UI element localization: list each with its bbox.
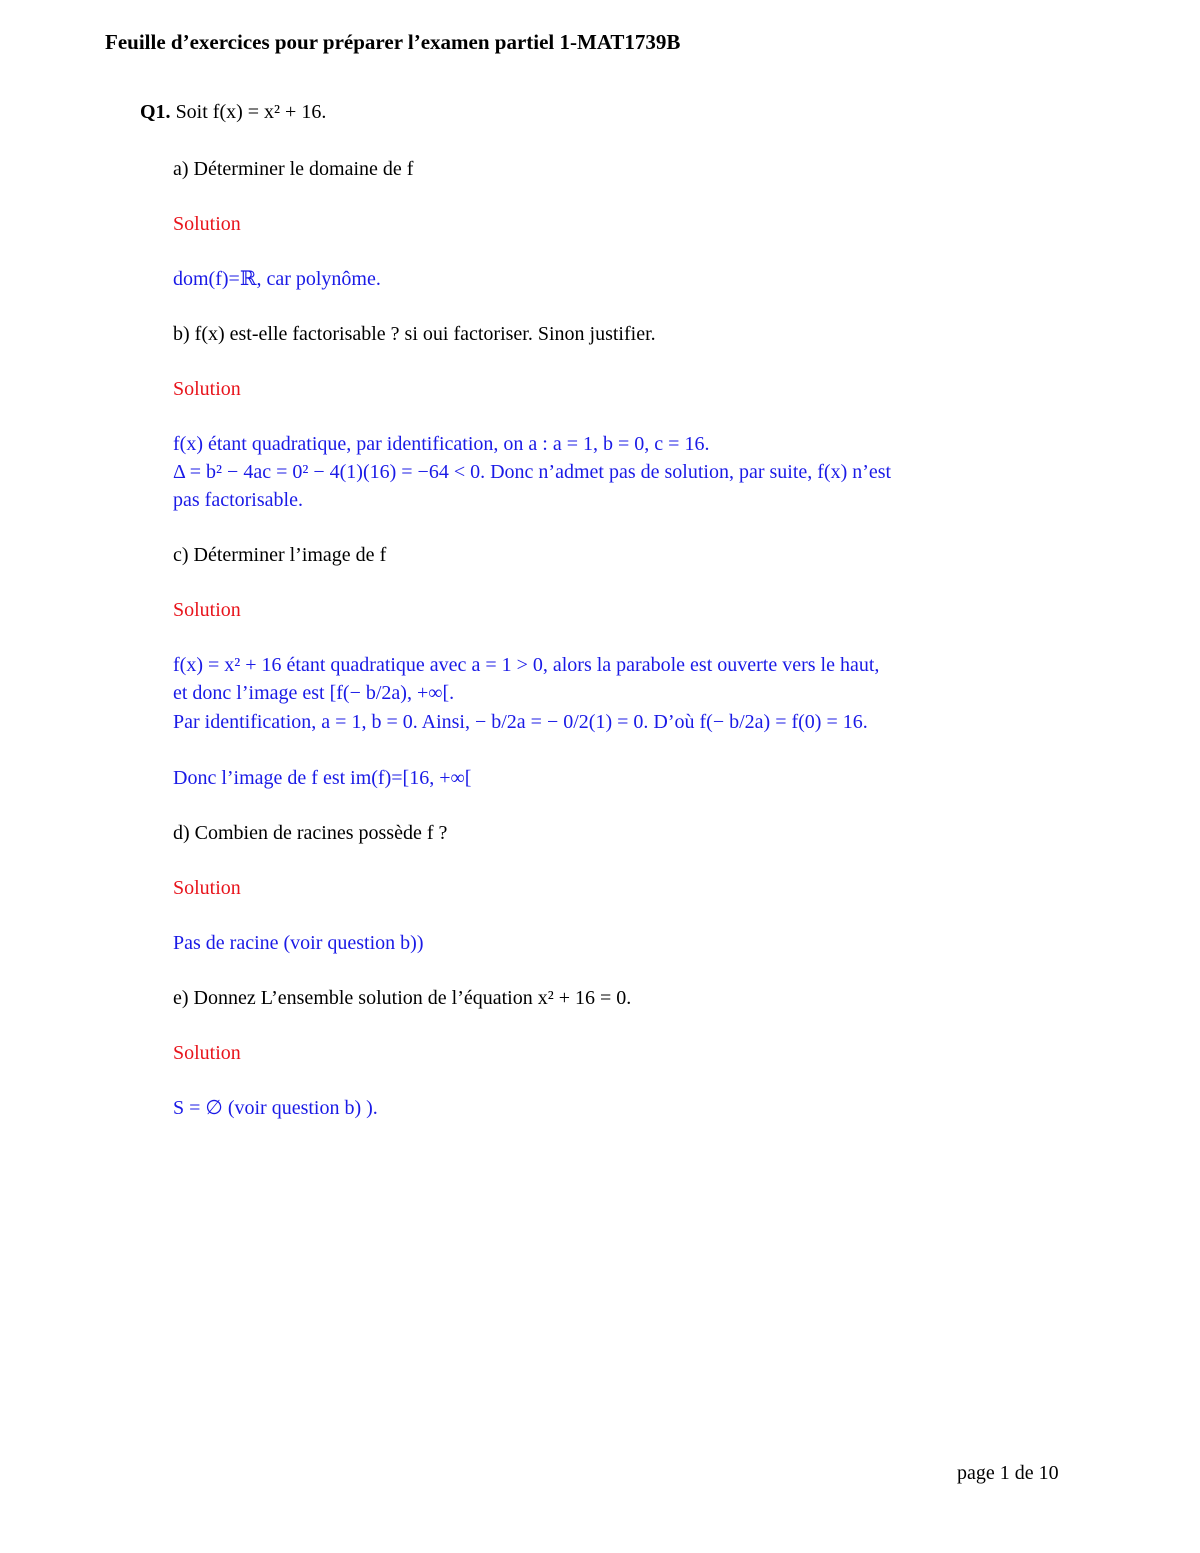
part-b-solution-label: Solution <box>173 378 241 400</box>
part-d-answer: Pas de racine (voir question b)) <box>173 932 424 954</box>
part-d-solution-label: Solution <box>173 877 241 899</box>
part-e-question: e) Donnez L’ensemble solution de l’équation x² + 16 = 0. <box>173 987 632 1009</box>
part-c-answer-line-1: f(x) = x² + 16 étant quadratique avec a = 1 > 0, alors la parabole est ouverte vers le haut, <box>173 654 880 676</box>
page-number: page 1 de 10 <box>957 1462 1059 1484</box>
part-b-question: b) f(x) est-elle factorisable ? si oui factoriser. Sinon justifier. <box>173 323 656 345</box>
part-c-answer-line-3: Par identification, a = 1, b = 0. Ainsi, − b/2a = − 0/2(1) = 0. D’où f(− b/2a) = f(0) = 16. <box>173 711 868 733</box>
part-c-answer-line-2: et donc l’image est [f(− b/2a), +∞[. <box>173 682 455 704</box>
page-title: Feuille d’exercices pour préparer l’examen partiel 1-MAT1739B <box>105 30 681 54</box>
part-e-answer: S = ∅ (voir question b) ). <box>173 1097 378 1119</box>
question-1-statement <box>140 98 326 126</box>
part-e-solution-label: Solution <box>173 1042 241 1064</box>
part-c-solution-label: Solution <box>173 599 241 621</box>
question-1-label: Q1. <box>140 101 171 123</box>
part-c-question: c) Déterminer l’image de f <box>173 544 387 566</box>
part-b-answer-line-3: pas factorisable. <box>173 489 303 511</box>
question-1-text: Soit f(x) = x² + 16. <box>175 101 327 123</box>
part-a-question: a) Déterminer le domaine de f <box>173 158 414 180</box>
part-b-answer-line-1: f(x) étant quadratique, par identification, on a : a = 1, b = 0, c = 16. <box>173 433 710 455</box>
part-c-answer-line-4: Donc l’image de f est im(f)=[16, +∞[ <box>173 767 472 789</box>
part-a-solution-label: Solution <box>173 213 241 235</box>
part-d-question: d) Combien de racines possède f ? <box>173 822 448 844</box>
part-b-answer-line-2: Δ = b² − 4ac = 0² − 4(1)(16) = −64 < 0. Donc n’admet pas de solution, par suite, f(x) n’est <box>173 461 892 483</box>
part-a-answer: dom(f)=ℝ, car polynôme. <box>173 268 381 290</box>
